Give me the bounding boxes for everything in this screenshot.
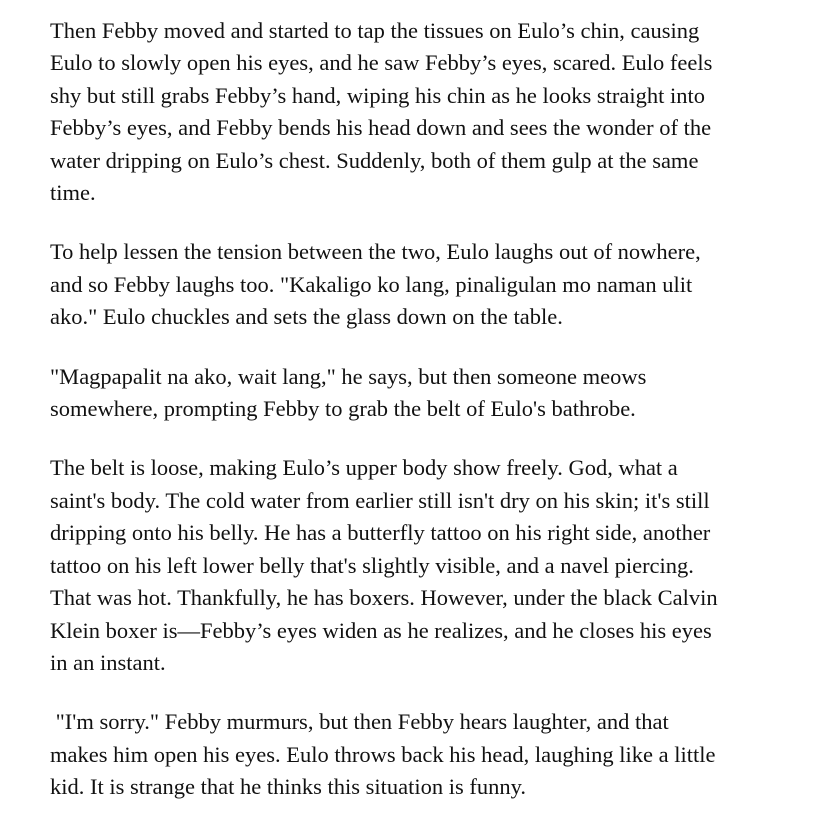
paragraph-1 — [50, 15, 810, 209]
paragraph-2 — [50, 236, 810, 333]
text-line: time. — [50, 180, 96, 206]
text-line: ako." Eulo chuckles and sets the glass down on the table. — [50, 304, 563, 330]
text-line: dripping onto his belly. He has a butterfly tattoo on his right side, another — [50, 520, 711, 546]
text-line: and so Febby laughs too. "Kakaligo ko lang, pinaligulan mo naman ulit — [50, 271, 693, 297]
text-line: makes him open his eyes. Eulo throws back his head, laughing like a little — [50, 741, 716, 767]
text-line: Klein boxer is—Febby’s eyes widen as he realizes, and he closes his eyes — [50, 617, 712, 643]
text-line: Febby’s eyes, and Febby bends his head down and sees the wonder of the — [50, 115, 712, 141]
text-line: kid. It is strange that he thinks this situation is funny. — [50, 774, 527, 800]
text-line: somewhere, prompting Febby to grab the belt of Eulo's bathrobe. — [50, 396, 636, 422]
text-line: "I'm sorry." Febby murmurs, but then Febby hears laughter, and that — [50, 709, 669, 735]
text-line: The belt is loose, making Eulo’s upper body show freely. God, what a — [50, 455, 678, 481]
text-line: tattoo on his left lower belly that's slightly visible, and a navel piercing. — [50, 552, 694, 578]
text-line: shy but still grabs Febby’s hand, wiping his chin as he looks straight into — [50, 82, 705, 108]
text-line: Eulo to slowly open his eyes, and he saw Febby’s eyes, scared. Eulo feels — [50, 50, 713, 76]
text-line: Then Febby moved and started to tap the tissues on Eulo’s chin, causing — [50, 18, 700, 43]
paragraph-5 — [50, 706, 810, 803]
text-line: in an instant. — [50, 649, 166, 675]
paragraph-3 — [50, 361, 810, 426]
paragraph-4 — [50, 452, 810, 679]
text-line: saint's body. The cold water from earlier still isn't dry on his skin; it's still — [50, 487, 710, 513]
text-line: That was hot. Thankfully, he has boxers. However, under the black Calvin — [50, 585, 718, 611]
text-line: "Magpapalit na ako, wait lang," he says, but then someone meows — [50, 363, 647, 389]
text-line: water dripping on Eulo’s chest. Suddenly, both of them gulp at the same — [50, 147, 699, 173]
text-line: To help lessen the tension between the two, Eulo laughs out of nowhere, — [50, 239, 701, 265]
